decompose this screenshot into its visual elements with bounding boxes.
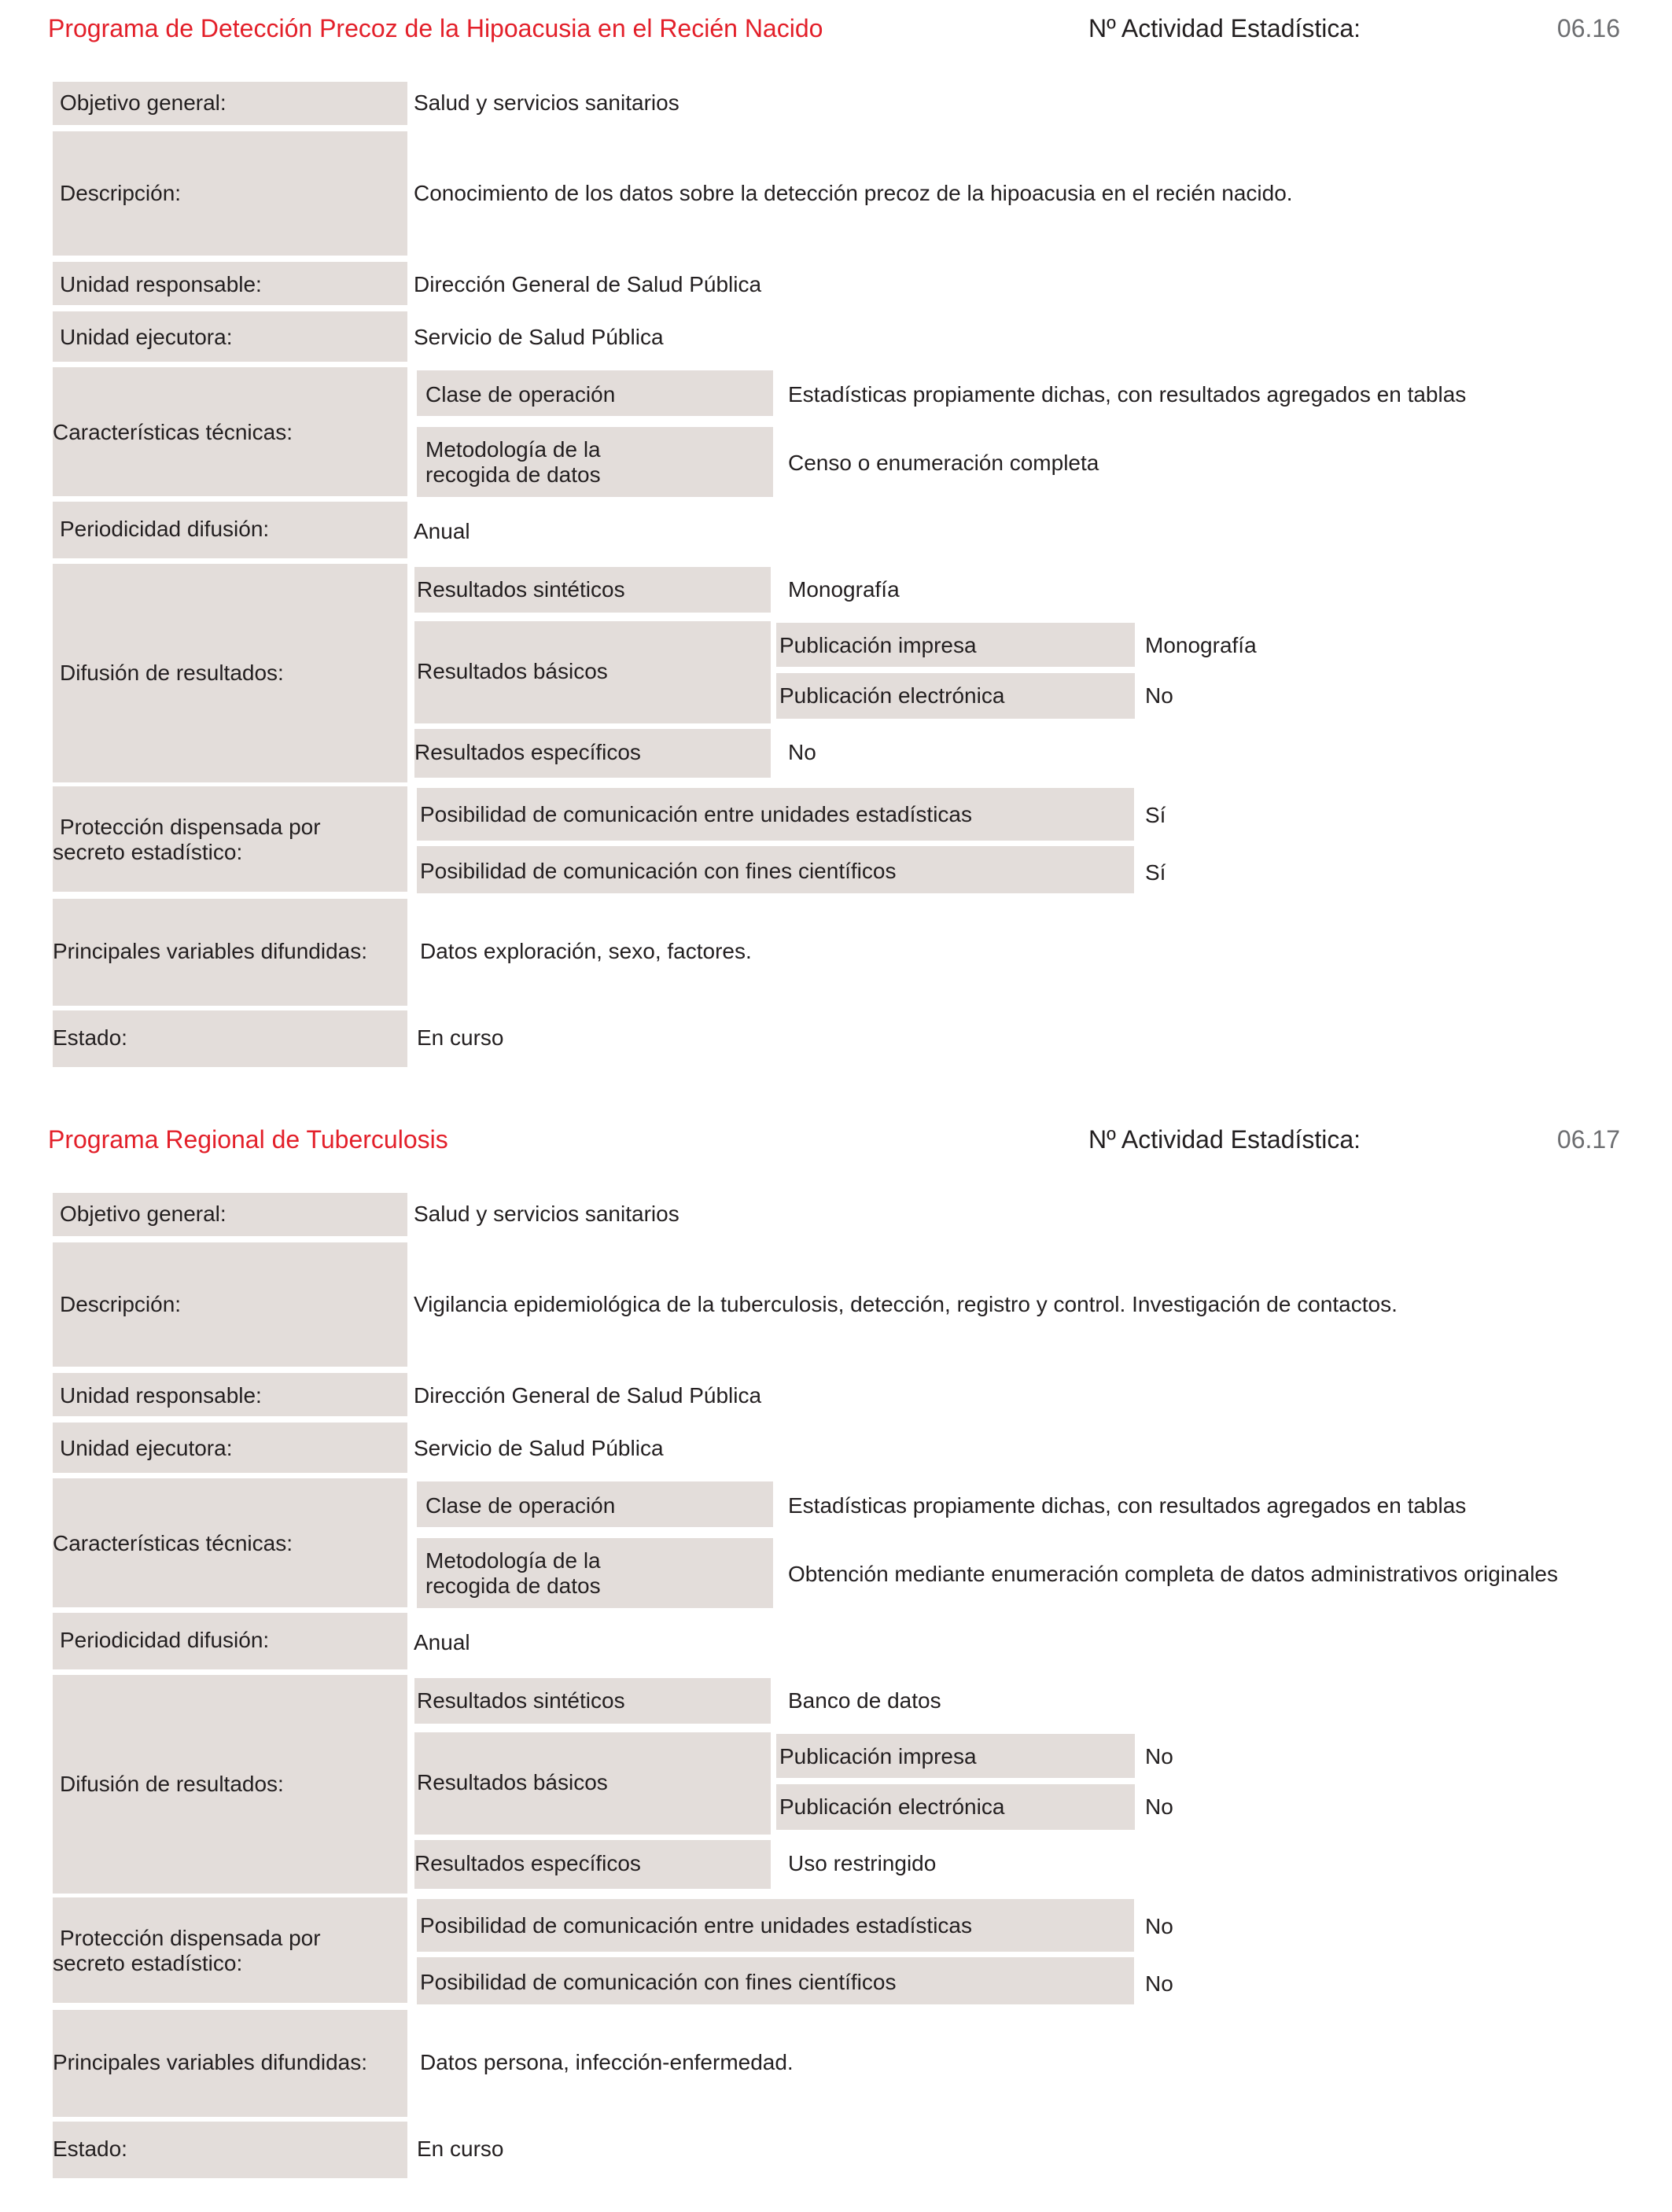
clase-operacion-label: Clase de operación <box>425 382 616 407</box>
caracteristicas-label: Características técnicas: <box>53 1531 293 1555</box>
periodicidad-value: Anual <box>414 519 470 543</box>
com-cientificos-value: Sí <box>1145 860 1166 885</box>
metodologia-value: Censo o enumeración completa <box>788 451 1099 475</box>
estado-value: En curso <box>417 1025 504 1050</box>
unidad-ejecutora-value: Servicio de Salud Pública <box>414 325 664 349</box>
electronica-value: No <box>1145 1794 1173 1819</box>
com-cientificos-label: Posibilidad de comunicación con fines científicos <box>420 1970 897 1994</box>
clase-operacion-label: Clase de operación <box>425 1493 616 1518</box>
activity-number-label: Nº Actividad Estadística: <box>1088 14 1361 42</box>
unidad-responsable-label: Unidad responsable: <box>60 1383 262 1408</box>
clase-operacion-value: Estadísticas propiamente dichas, con resultados agregados en tablas <box>788 1493 1467 1518</box>
com-unidades-value: No <box>1145 1914 1173 1938</box>
especificos-label: Resultados específicos <box>414 740 641 764</box>
estado-label: Estado: <box>53 1025 127 1050</box>
unidad-ejecutora-value: Servicio de Salud Pública <box>414 1436 664 1460</box>
activity-number-value: 06.17 <box>1556 1125 1620 1154</box>
proteccion-label-line1: Protección dispensada por <box>60 815 321 839</box>
com-unidades-label: Posibilidad de comunicación entre unidades estadísticas <box>420 802 972 826</box>
metodologia-value: Obtención mediante enumeración completa de datos administrativos originales <box>788 1562 1558 1586</box>
descripcion-label: Descripción: <box>60 181 182 205</box>
com-unidades-label: Posibilidad de comunicación entre unidades estadísticas <box>420 1913 972 1938</box>
metodologia-label-line1: Metodología de la <box>425 437 601 462</box>
especificos-value: Uso restringido <box>788 1851 937 1875</box>
sinteticos-value: Monografía <box>788 577 900 602</box>
sinteticos-value: Banco de datos <box>788 1688 941 1713</box>
sinteticos-label: Resultados sintéticos <box>417 1688 625 1713</box>
electronica-value: No <box>1145 683 1173 708</box>
electronica-label: Publicación electrónica <box>779 1794 1005 1819</box>
estado-value: En curso <box>417 2137 504 2161</box>
com-cientificos-value: No <box>1145 1971 1173 1996</box>
metodologia-label-line2: recogida de datos <box>425 462 601 487</box>
objetivo-label: Objetivo general: <box>60 1202 226 1226</box>
descripcion-value: Conocimiento de los datos sobre la detección precoz de la hipoacusia en el recién nacido. <box>414 181 1293 205</box>
periodicidad-label: Periodicidad difusión: <box>60 517 270 541</box>
sinteticos-label: Resultados sintéticos <box>417 577 625 602</box>
unidad-responsable-label: Unidad responsable: <box>60 272 262 296</box>
difusion-label: Difusión de resultados: <box>60 1772 284 1796</box>
proteccion-label-line2: secreto estadístico: <box>53 840 243 864</box>
especificos-label: Resultados específicos <box>414 1851 641 1875</box>
periodicidad-label: Periodicidad difusión: <box>60 1628 270 1652</box>
activity-section <box>0 1111 1672 2212</box>
section-title: Programa Regional de Tuberculosis <box>48 1125 448 1154</box>
variables-label: Principales variables difundidas: <box>53 939 367 963</box>
descripcion-label: Descripción: <box>60 1292 182 1316</box>
especificos-value: No <box>788 740 816 764</box>
unidad-ejecutora-label: Unidad ejecutora: <box>60 325 233 349</box>
metodologia-label-line1: Metodología de la <box>425 1548 601 1573</box>
unidad-responsable-value: Dirección General de Salud Pública <box>414 272 762 296</box>
objetivo-label: Objetivo general: <box>60 90 226 115</box>
basicos-label: Resultados básicos <box>417 659 608 683</box>
periodicidad-value: Anual <box>414 1630 470 1654</box>
caracteristicas-label: Características técnicas: <box>53 420 293 444</box>
metodologia-label-line2: recogida de datos <box>425 1573 601 1598</box>
activity-number-value: 06.16 <box>1556 14 1620 42</box>
unidad-responsable-value: Dirección General de Salud Pública <box>414 1383 762 1408</box>
objetivo-value: Salud y servicios sanitarios <box>414 1202 679 1226</box>
proteccion-label-line1: Protección dispensada por <box>60 1926 321 1950</box>
objetivo-value: Salud y servicios sanitarios <box>414 90 679 115</box>
basicos-label: Resultados básicos <box>417 1770 608 1794</box>
impresa-label: Publicación impresa <box>779 633 977 657</box>
activity-section <box>0 0 1672 1101</box>
variables-label: Principales variables difundidas: <box>53 2050 367 2074</box>
impresa-value: Monografía <box>1145 633 1257 657</box>
com-cientificos-label: Posibilidad de comunicación con fines científicos <box>420 859 897 883</box>
impresa-label: Publicación impresa <box>779 1744 977 1768</box>
estado-label: Estado: <box>53 2137 127 2161</box>
impresa-value: No <box>1145 1744 1173 1768</box>
clase-operacion-value: Estadísticas propiamente dichas, con resultados agregados en tablas <box>788 382 1467 407</box>
proteccion-label-line2: secreto estadístico: <box>53 1951 243 1975</box>
com-unidades-value: Sí <box>1145 803 1166 827</box>
descripcion-value: Vigilancia epidemiológica de la tuberculosis, detección, registro y control. Investigación de contactos. <box>414 1292 1398 1316</box>
variables-value: Datos persona, infección-enfermedad. <box>420 2050 794 2074</box>
variables-value: Datos exploración, sexo, factores. <box>420 939 752 963</box>
electronica-label: Publicación electrónica <box>779 683 1005 708</box>
section-title: Programa de Detección Precoz de la Hipoacusia en el Recién Nacido <box>48 14 823 42</box>
unidad-ejecutora-label: Unidad ejecutora: <box>60 1436 233 1460</box>
activity-number-label: Nº Actividad Estadística: <box>1088 1125 1361 1154</box>
difusion-label: Difusión de resultados: <box>60 661 284 685</box>
